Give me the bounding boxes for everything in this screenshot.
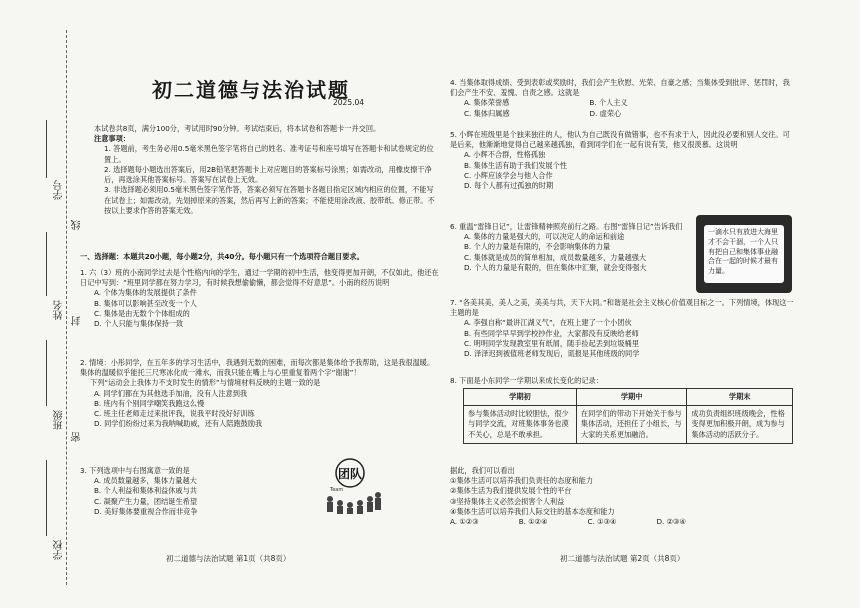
q7-option-d: D. 泽泽迟到被值班老师发现后，谎报是其他班级的同学 [464, 349, 640, 359]
student-number-line [46, 120, 47, 178]
notice-1: 1. 答题前，考生务必用0.5毫米黑色签字笔将自己的姓名、准考证号和座号填写在答题卡和试卷规定的位置上。 [104, 144, 434, 164]
question-6 [450, 222, 688, 273]
section-1-heading: 一、选择题：本题共20小题，每小题2分，共40分。每小题只有一个选项符合题目要求。 [80, 252, 364, 261]
question-1 [80, 268, 440, 329]
q4-option-b: B. 个人主义 [589, 98, 628, 108]
q5-option-b: B. 集体生活有助于我们发展个性 [464, 160, 567, 170]
q8-item-2: ②集体生活为我们提供发展个性的平台 [450, 486, 572, 496]
question-3 [80, 466, 315, 517]
q8-option-c: C. ①③④ [587, 517, 617, 527]
q8-option-a: A. ①②③ [450, 517, 479, 527]
q6-option-c: C. 集体就是成员的简单相加，成员数量越多，力量越强大 [464, 252, 647, 262]
q4-option-d: D. 虚荣心 [589, 108, 622, 118]
team-sub: Team [330, 487, 344, 493]
school-line [46, 460, 47, 536]
q4-option-c: C. 集体归属感 [464, 108, 510, 118]
seal-mark-feng: 封 [72, 316, 83, 326]
q8-growth-table [463, 388, 793, 444]
q2-option-a: A. 同学们都在为其他选手加油，没有人注意到我 [94, 388, 248, 398]
notice-3: 3. 非选择题必须用0.5毫米黑色签字笔作答，答案必须写在答题卡各题目指定区域内相应的位置，不能写在试卷上；如需改动，先划掉原来的答案，然后再写上新的答案；不能使用涂改液、胶带纸、修正带。不按以上要求作答的答案无效。 [104, 185, 435, 215]
notice-title: 注意事项： [94, 134, 130, 144]
q8-header-middle: 学期中 [576, 389, 686, 406]
q6-option-a: A. 集体的力量是强大的，可以决定人的命运和前途 [464, 232, 625, 242]
team-word: 团队 [337, 467, 363, 481]
q1-option-a: A. 个体为集体的发展提供了条件 [94, 288, 197, 298]
q8-stem: 8. 下面是小东同学一学期以来成长变化的记录： [450, 376, 603, 385]
question-2 [80, 358, 440, 430]
q8-item-3: ③坚持集体主义必然会损害个人利益 [450, 496, 565, 506]
question-4 [450, 78, 795, 119]
question-7 [450, 298, 795, 359]
q6-option-d: D. 个人的力量是有限的，但在集体中汇聚，就会变得强大 [464, 262, 647, 272]
q7-option-b: B. 有些同学早早到学校抄作业，大家都没有反映给老师 [464, 328, 639, 338]
exam-date: 2025.04 [333, 98, 365, 107]
seal-mark-xian: 线 [72, 220, 83, 230]
q2-sub: 下列“运动会上我体力不支时发生的情形”与情境材料反映的主题一致的是 [90, 378, 321, 388]
question-5 [450, 130, 795, 191]
q8-item-1: ①集体生活可以培养我们负责任的态度和能力 [450, 476, 594, 486]
q1-stem: 1. 六（3）班的小南同学过去是个性格内向的学生，通过一学期的初中生活，他变得更加开朗，不仅如此，他还在日记中写到：“班里同学都在努力学习，有时候我想偷偷懒，都会觉得不好意思”。小南的经历说明 [80, 268, 439, 288]
q5-option-a: A. 小辉不合群，性格孤独 [464, 150, 546, 160]
q3-option-c: C. 凝聚产生力量，团结诞生希望 [94, 496, 198, 506]
q3-option-d: D. 美好集体要重视合作而非竞争 [94, 506, 198, 516]
school-label: 学校 [54, 540, 65, 560]
q5-option-c: C. 小辉应该学会与他人合作 [464, 170, 553, 180]
q5-option-d: D. 每个人都有过孤独的时期 [464, 181, 554, 191]
q6-stem: 6. 重温“雷锋日记”，让雷锋精神照亮前行之路。右图“雷锋日记”告诉我们 [450, 222, 683, 231]
q3-stem: 3. 下列选项中与右图寓意一致的是 [80, 466, 190, 475]
q7-stem: 7. “各美其美，美人之美，美美与共，天下大同。”和谐是社会主义核心价值观目标之一。下列情境，体现这一主题的是 [450, 298, 794, 318]
q2-option-c: C. 班主任老师走过来批评我，说我平时没好好训练 [94, 409, 255, 419]
q2-option-d: D. 同学们纷纷过来为我呐喊助威，还有人陪跑鼓励我 [94, 419, 263, 429]
lei-feng-quote: 一滴水只有放进大海里才不会干涸，一个人只有把自己和集体事业融合在一起的时候才最有力量。 [704, 225, 784, 283]
q6-option-b: B. 个人的力量是有限的，不会影响集体的力量 [464, 242, 611, 252]
q8-cell-end: 成功负责组织班级晚会，性格变得更加积极开朗，成为参与集体活动的活跃分子。 [687, 406, 793, 444]
q2-stem: 2. 情境：小彤同学，在五年多的学习生活中，我遇到无数的困难，而每次都是集体给予我帮助，这是我很温暖。集体的温暖似乎能托三尺寒冰化成一滩水，而我只能在嘴上与心里重复着两个字“谢谢”！ [80, 358, 435, 378]
q8-option-b: B. ①②④ [518, 517, 548, 527]
footer-page-1: 初二道德与法治试题 第1页（共8页） [166, 554, 291, 563]
q5-stem: 5. 小辉在班级里是个独来独往的人，他认为自己既没有做错事，也不有求于人，因此没必要和别人交往。可是后来，他渐渐地觉得自己越来越孤独，看到同学们在一起有说有笑，他又很羡慕。这说明 [450, 130, 790, 150]
team-illustration [318, 455, 388, 515]
seal-mark-mi: 密 [72, 432, 83, 442]
q8-option-d: D. ②③④ [656, 517, 686, 527]
name-line [46, 232, 47, 296]
intro-text: 本试卷共8页，满分100分，考试用时90分钟。考试结束后，将本试卷和答题卡一并交回。 [94, 124, 381, 133]
q1-option-c: C. 集体是由无数个个体组成的 [94, 308, 190, 318]
q3-option-a: A. 成员数量越多，集体力量越大 [94, 476, 197, 486]
student-number-label: 学号 [54, 180, 65, 200]
class-label: 班级 [54, 410, 65, 430]
name-label: 姓名 [54, 300, 65, 320]
q8-cell-middle: 在同学们的带动下开始关于参与集体活动，还担任了小组长，与大家的关系更加融洽。 [576, 406, 686, 444]
q4-option-a: A. 集体荣誉感 [464, 98, 510, 108]
q8-lead: 据此，我们可以看出 [450, 466, 515, 475]
question-8-tail [450, 466, 795, 527]
q7-option-a: A. 李强自称“最讲江湖义气”，在班上建了一个小团伙 [464, 318, 632, 328]
footer-page-2: 初二道德与法治试题 第2页（共8页） [560, 554, 685, 563]
q2-option-b: B. 班内有个别同学嘲笑我跑这么慢 [94, 398, 205, 408]
q1-option-d: D. 个人只能与集体保持一致 [94, 319, 184, 329]
q3-option-b: B. 个人利益和集体利益休戚与共 [94, 486, 197, 496]
notice-2: 2. 选择题每小题选出答案后，用2B铅笔把答题卡上对应题目的答案标号涂黑；如需改动，用橡皮擦干净后，再选涂其他答案标号。答案写在试卷上无效。 [104, 164, 432, 185]
q4-stem: 4. 当集体取得成绩、受到表彰或奖励时，我们会产生欣慰、光荣、自豪之感；当集体受到批评、惩罚时，我们会产生不安、羞愧、自责之感。这就是 [450, 78, 790, 98]
q7-option-c: C. 明明同学发现教室里有纸屑，随手捡起丢到垃圾桶里 [464, 338, 639, 348]
q8-cell-start: 参与集体活动时比较胆怯，很少与同学交流，对班集体事务也漠不关心，总是不敢承担。 [464, 406, 577, 444]
lei-feng-diary-box [696, 215, 792, 293]
class-line [46, 340, 47, 406]
q8-header-start: 学期初 [464, 389, 577, 406]
q1-option-b: B. 集体可以影响甚至改变一个人 [94, 298, 197, 308]
exam-title: 初二道德与法治试题 [152, 78, 350, 102]
q8-item-4: ④集体生活可以培养我们人际交往的基本态度和能力 [450, 506, 615, 516]
q8-header-end: 学期末 [687, 389, 793, 406]
